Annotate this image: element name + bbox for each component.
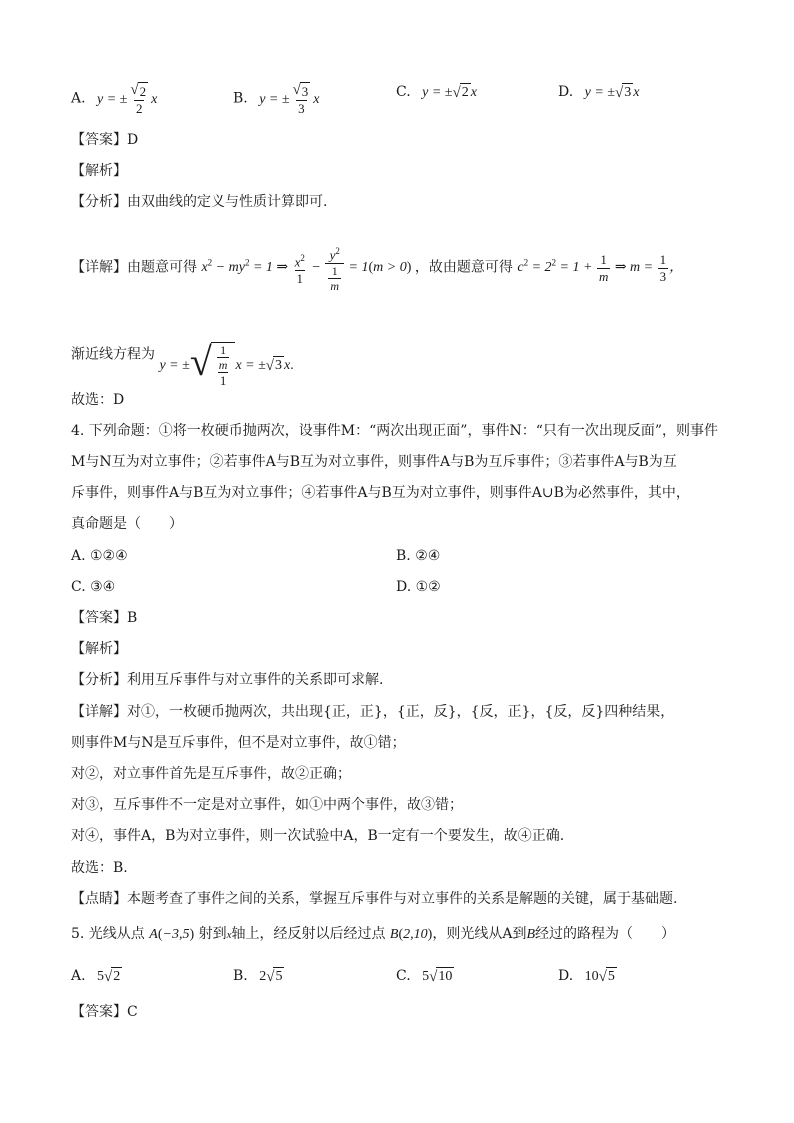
asymptote-label: 渐近线方程为: [71, 346, 155, 363]
q3-option-d: [558, 82, 639, 103]
formula: y = ± √ 2 x: [415, 84, 477, 101]
x-axis-symbol: x: [226, 929, 232, 941]
option-label: B.: [233, 90, 248, 107]
detail-text-2: ，故由题意可得: [414, 259, 513, 276]
q3-option-b: [233, 82, 320, 117]
q3-option-c: [396, 82, 477, 103]
q4-stem-line-2: M与N互为对立事件；②若事件A与B互为对立事件，则事件A与B为互斥事件；③若事件A与B为互: [71, 454, 677, 470]
option-label: A.: [71, 968, 86, 984]
stem-text: 5. 光线从点: [71, 926, 145, 942]
formula: 5 √ 10: [415, 968, 453, 985]
q4-dianjing: 【点睛】本题考查了事件之间的关系，掌握互斥事件与对立事件的关系是解题的关键，属于基础题.: [71, 891, 678, 907]
stem-text: ，则光线从A到: [432, 926, 527, 942]
option-label: C.: [396, 84, 411, 100]
detail-text: 【详解】由题意可得: [71, 259, 197, 276]
q5-option-b: [233, 966, 284, 987]
stem-text: 经过的路程为（ ）: [535, 926, 676, 942]
q4-stem-line-1: 4. 下列命题：①将一枚硬币抛两次，设事件M：“两次出现正面”，事件N：“只有一次出现反面”，则事件: [71, 423, 719, 439]
q4-detail-2: 则事件M与N是互斥事件，但不是对立事件，故①错；: [71, 735, 406, 751]
q3-fenxi: 【分析】由双曲线的定义与性质计算即可.: [71, 194, 328, 210]
q4-detail-3: 对②，对立事件首先是互斥事件，故②正确；: [71, 766, 351, 782]
point-b: B(2,10): [389, 927, 433, 942]
option-label: D.: [558, 84, 574, 100]
stem-text: 轴上，经反射以后经过点: [231, 926, 386, 942]
formula: 5 √ 2: [90, 968, 121, 985]
option-label: B.: [233, 968, 248, 984]
q4-stem-line-3: 斥事件，则事件A与B互为对立事件；④若事件A与B互为对立事件，则事件A∪B为必然事件，其中，: [71, 485, 690, 501]
q5-answer: 【答案】C: [71, 1004, 138, 1020]
asymptote-formula: y = ± √ $\frac{\frac{1}{m}}{1}$ x = ± √ 3 x.: [159, 339, 294, 388]
option-label: C.: [396, 968, 411, 984]
b-symbol: B: [526, 927, 536, 942]
q4-choose: 故选：B.: [71, 860, 128, 876]
formula: 2 √ 5: [252, 968, 283, 985]
eccentricity-equation: $c^2 = 2^2 = 1$ + $\frac{1}{m}$ ⇒ m = $\frac{1}{3}$ ，: [517, 251, 684, 284]
q5-option-d: [558, 966, 617, 987]
q3-answer: 【答案】D: [71, 132, 139, 148]
q4-option-a: A. ①②④: [71, 548, 128, 564]
hyperbola-equation: $x^2 - my^2 = 1$ ⇒ $\frac{x^2}{1}$ − $\frac{y^2}{\frac{1}{m}}$ = 1(m > 0): [201, 246, 412, 294]
q5-stem: [71, 924, 675, 945]
q3-analysis-heading: 【解析】: [71, 163, 127, 179]
q4-stem-line-4: 真命题是（ ）: [71, 516, 183, 532]
q3-asymptote-line: [71, 332, 294, 388]
q4-option-b: B. ②④: [396, 548, 441, 564]
formula: 10 √ 5: [577, 968, 615, 985]
q5-option-a: [71, 966, 122, 987]
formula: y = ± √ 3 x: [577, 84, 640, 101]
q3-detail-line: [71, 243, 683, 293]
option-label: A.: [71, 90, 86, 107]
q4-analysis-heading: 【解析】: [71, 641, 127, 657]
q3-option-a: [71, 82, 157, 117]
q4-option-c: C. ③④: [71, 579, 116, 595]
q3-choose: 故选：D: [71, 392, 125, 408]
point-a: A(−3,5): [149, 927, 195, 942]
q5-option-c: [396, 966, 454, 987]
q4-detail-5: 对④，事件A，B为对立事件，则一次试验中A，B一定有一个要发生，故④正确.: [71, 828, 565, 844]
formula: y = ± √ 3 3 x: [252, 82, 320, 117]
stem-text: 射到: [198, 926, 227, 942]
option-label: D.: [558, 968, 574, 984]
formula: y = ± √ 2 2 x: [90, 82, 158, 117]
q4-answer: 【答案】B: [71, 610, 138, 626]
q4-detail-4: 对③，互斥事件不一定是对立事件，如①中两个事件，故③错；: [71, 797, 463, 813]
q4-fenxi: 【分析】利用互斥事件与对立事件的关系即可求解.: [71, 672, 384, 688]
q4-option-d: D. ①②: [396, 579, 441, 595]
q4-detail-1: 【详解】对①，一枚硬币抛两次，共出现{正，正}，{正，反}，{反，正}，{反，反}四种结果，: [71, 704, 675, 720]
